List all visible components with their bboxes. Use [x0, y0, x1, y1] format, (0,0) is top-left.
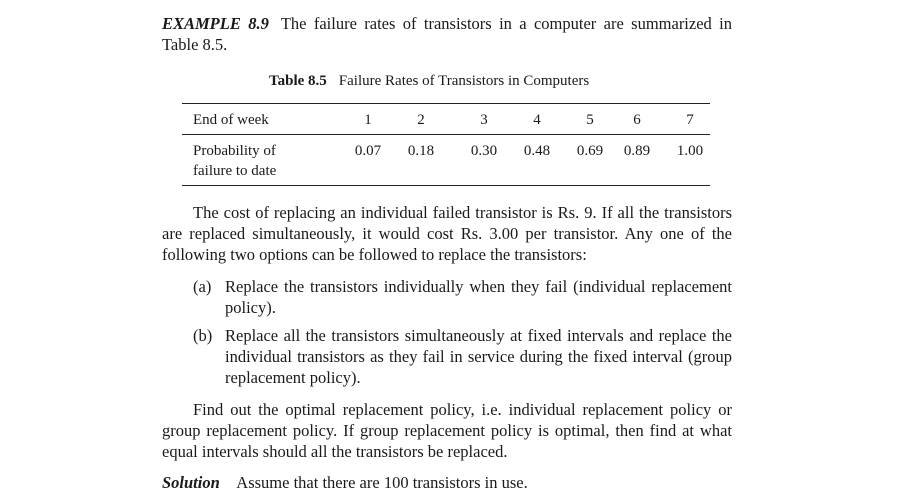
probability-cell: 0.69 — [576, 143, 604, 159]
probability-cell: 0.48 — [523, 143, 551, 159]
table-number: Table 8.5 — [269, 73, 327, 89]
probability-cell: 0.30 — [470, 143, 498, 159]
week-cell: 7 — [686, 112, 694, 128]
row-head-week: End of week — [193, 112, 269, 128]
row-head-probability-line2: failure to date — [193, 163, 277, 179]
week-cell: 4 — [533, 112, 541, 128]
option-a-text: Replace the transistors individually when they fail (individual replacement policy). — [225, 277, 732, 317]
probability-cell: 0.07 — [354, 143, 382, 159]
option-b-marker: (b) — [193, 326, 213, 345]
solution-text: Assume that there are 100 transistors in use. — [236, 473, 528, 492]
week-cell: 3 — [480, 112, 488, 128]
option-a-marker: (a) — [193, 277, 212, 296]
solution-line — [162, 472, 528, 493]
table-mid-rule — [182, 134, 710, 135]
option-a — [193, 276, 732, 318]
option-b-text: Replace all the transistors simultaneously at fixed intervals and replace the individual transistors as they fail in service during the fixed interval (group replacement policy). — [225, 326, 732, 387]
week-cell: 6 — [633, 112, 641, 128]
option-b — [193, 325, 732, 388]
paragraph-find: Find out the optimal replacement policy, i.e. individual replacement policy or group replacement policy. If group replacement policy is optimal, then find at what equal intervals should all the transistors be replaced. — [162, 400, 732, 461]
example-label: EXAMPLE 8.9 — [162, 14, 269, 33]
option-list-b — [193, 325, 732, 388]
probability-cell: 1.00 — [676, 143, 704, 159]
table-caption-text: Failure Rates of Transistors in Computers — [338, 73, 590, 89]
probability-cell: 0.89 — [623, 143, 651, 159]
probability-cell: 0.18 — [407, 143, 435, 159]
table-top-rule — [182, 103, 710, 104]
week-cell: 1 — [364, 112, 372, 128]
table-bottom-rule — [182, 185, 710, 186]
example-heading — [162, 13, 732, 55]
week-cell: 5 — [586, 112, 594, 128]
table-caption — [269, 73, 589, 90]
option-list — [193, 276, 732, 318]
example-text: The failure rates of transistors in a computer are summarized in Table 8.5. — [162, 14, 732, 54]
paragraph-cost: The cost of replacing an individual failed transistor is Rs. 9. If all the transistors are replaced simultaneously, it would cost Rs. 3.00 per transistor. Any one of the following two options can be followed to replace the transistors: — [162, 203, 732, 264]
solution-label: Solution — [162, 473, 220, 492]
row-head-probability-line1: Probability of — [193, 143, 276, 159]
week-cell: 2 — [417, 112, 425, 128]
